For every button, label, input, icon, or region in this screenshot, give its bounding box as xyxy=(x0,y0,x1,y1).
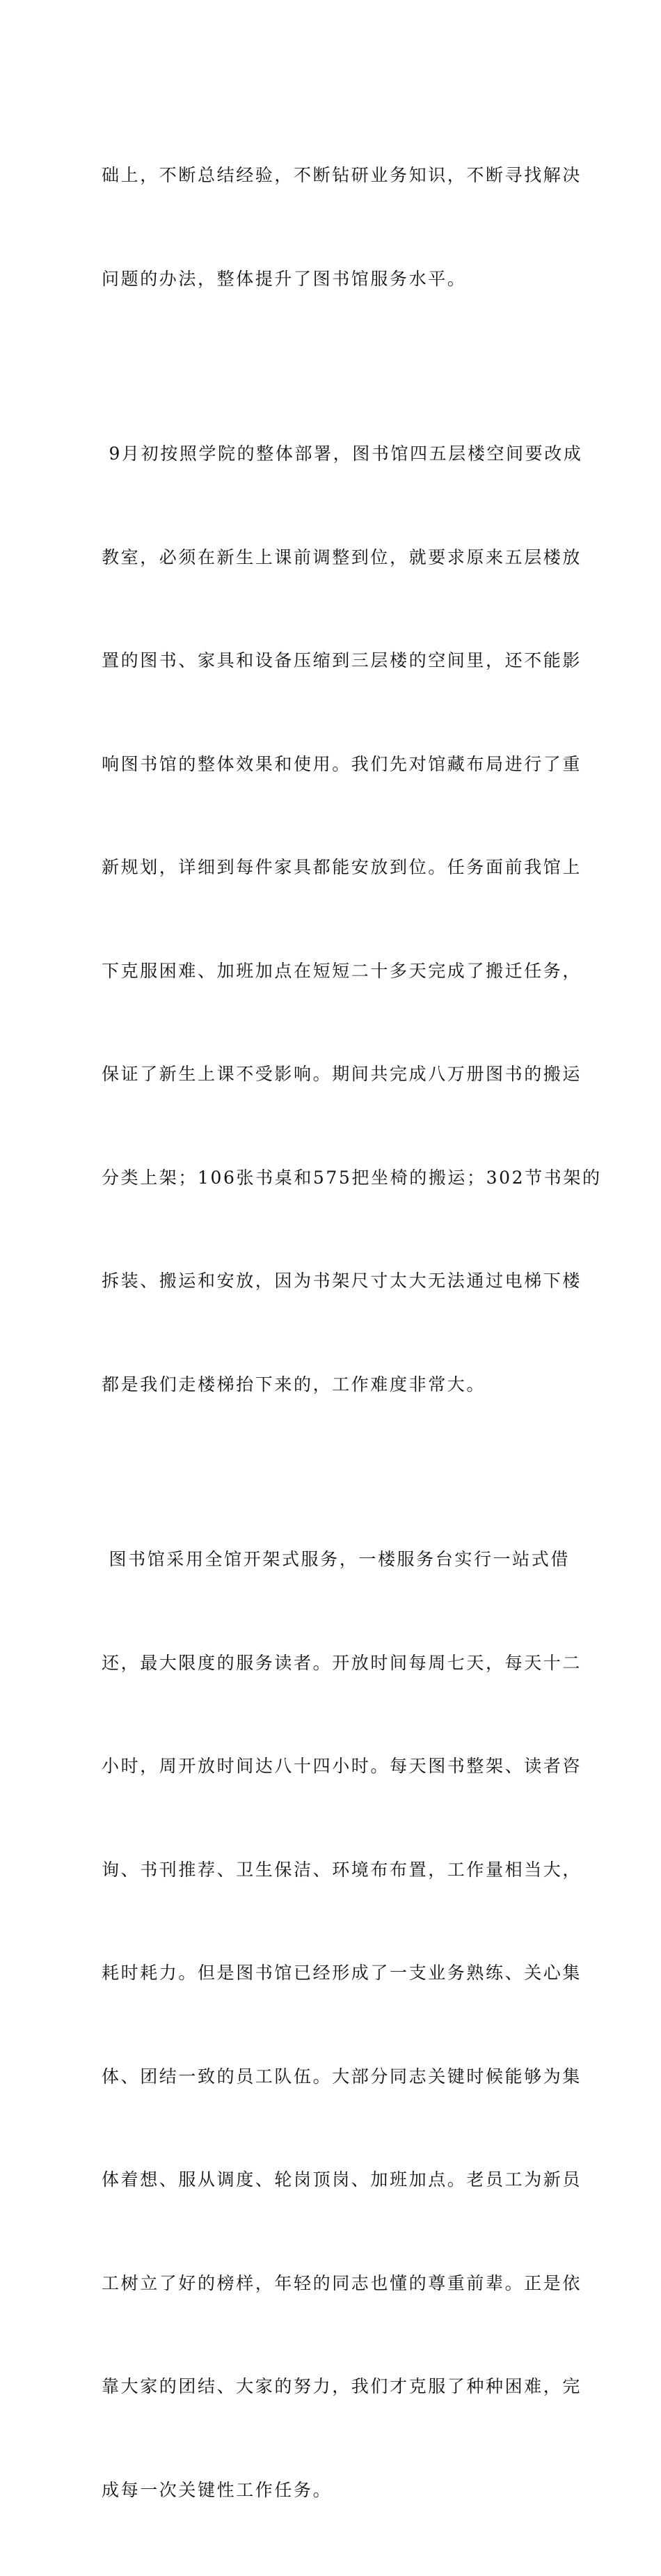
paragraph-3 xyxy=(102,1473,582,2576)
text-line: 都是我们走楼梯抬下来的，工作难度非常大。 xyxy=(102,1374,486,1395)
text-line: 问题的办法，整体提升了图书馆服务水平。 xyxy=(102,268,467,289)
text-line: 拆装、搬运和安放，因为书架尺寸太大无法通过电梯下楼 xyxy=(102,1271,582,1291)
paragraph-2 xyxy=(102,368,602,1470)
text-line: 下克服困难、加班加点在短短二十多天完成了搬迁任务， xyxy=(102,960,582,981)
text-line: 耗时耗力。但是图书馆已经形成了一支业务熟练、关心集 xyxy=(102,1963,582,1983)
text-line: 图书馆采用全馆开架式服务，一楼服务台实行一站式借 xyxy=(102,1549,570,1569)
text-line: 靠大家的团结、大家的努力，我们才克服了种种困难，完 xyxy=(102,2376,582,2396)
text-line: 询、书刊推荐、卫生保洁、环境布布置，工作量相当大， xyxy=(102,1859,582,1880)
text-line: 础上，不断总结经验，不断钻研业务知识，不断寻找解决 xyxy=(102,165,582,185)
text-line: 分类上架；106张书桌和575把坐椅的搬运；302节书架的 xyxy=(102,1167,602,1188)
text-line: 小时，周开放时间达八十四小时。每天图书整架、读者咨 xyxy=(102,1756,582,1776)
text-line: 还，最大限度的服务读者。开放时间每周七天，每天十二 xyxy=(102,1652,582,1673)
body-text xyxy=(102,89,602,2576)
text-line: 置的图书、家具和设备压缩到三层楼的空间里，还不能影 xyxy=(102,650,582,670)
paragraph-1 xyxy=(102,89,582,365)
text-line: 工树立了好的榜样，年轻的同志也懂的尊重前辈。正是依 xyxy=(102,2272,582,2293)
text-line: 体、团结一致的员工队伍。大部分同志关键时候能够为集 xyxy=(102,2066,582,2087)
text-line: 体着想、服从调度、轮岗顶岗、加班加点。老员工为新员 xyxy=(102,2169,582,2190)
text-line: 响图书馆的整体效果和使用。我们先对馆藏布局进行了重 xyxy=(102,753,582,774)
text-line: 保证了新生上课不受影响。期间共完成八万册图书的搬运 xyxy=(102,1064,582,1084)
text-line: 成每一次关键性工作任务。 xyxy=(102,2479,333,2500)
text-line: 教室，必须在新生上课前调整到位，就要求原来五层楼放 xyxy=(102,547,582,567)
text-line: 9月初按照学院的整体部署，图书馆四五层楼空间要改成 xyxy=(102,443,583,464)
text-line: 新规划，详细到每件家具都能安放到位。任务面前我馆上 xyxy=(102,857,582,877)
